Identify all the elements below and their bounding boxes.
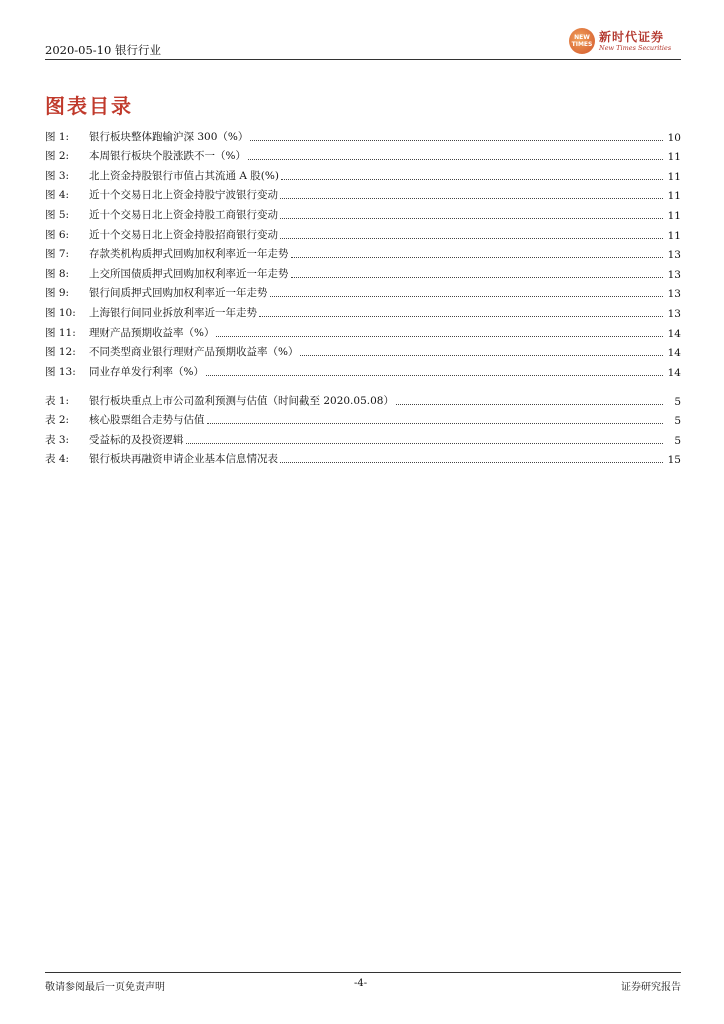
toc-entry-page: 14: [667, 347, 681, 360]
toc-entry-title: 核心股票组合走势与估值: [89, 414, 205, 427]
toc-entry-title: 不同类型商业银行理财产品预期收益率（%）: [89, 346, 299, 359]
toc-entry-title: 近十个交易日北上资金持股宁波银行变动: [89, 189, 278, 202]
toc-entry-label: 图 9:: [45, 287, 70, 300]
toc-entry-page: 11: [667, 209, 681, 222]
toc-entry-page: 13: [667, 249, 681, 262]
toc-entry-page: 5: [674, 415, 681, 428]
toc-entry-label: 图 7:: [45, 248, 70, 261]
toc-entry-label: 图 8:: [45, 267, 70, 280]
toc-leader-dots: [280, 218, 663, 219]
toc-entry-label: 图 5:: [45, 208, 70, 221]
toc-leader-dots: [396, 404, 663, 405]
toc-leader-dots: [216, 336, 663, 337]
footer-report-type: 证券研究报告: [621, 982, 681, 993]
toc-entry[interactable]: [45, 281, 681, 301]
footer-disclaimer: 敬请参阅最后一页免责声明: [45, 982, 165, 993]
toc-entry-page: 13: [667, 288, 681, 301]
toc-entry-label: 图 6:: [45, 228, 70, 241]
toc-entry[interactable]: [45, 388, 681, 408]
toc-leader-dots: [280, 462, 663, 463]
toc-entry-page: 13: [667, 307, 681, 320]
toc-entry-label: 图 10:: [45, 306, 76, 319]
toc-leader-dots: [291, 277, 664, 278]
toc-entry[interactable]: [45, 300, 681, 320]
toc-entry-label: 表 4:: [45, 453, 70, 466]
toc-leader-dots: [250, 140, 663, 141]
toc-entry-page: 10: [667, 131, 681, 144]
toc-entry[interactable]: [45, 202, 681, 222]
toc-entry-title: 近十个交易日北上资金持股工商银行变动: [89, 208, 278, 221]
toc-entry-title: 银行板块再融资申请企业基本信息情况表: [89, 453, 278, 466]
toc-entry-page: 5: [674, 434, 681, 447]
toc-entry-title: 银行板块整体跑输沪深 300（%）: [89, 130, 249, 143]
toc-entry[interactable]: [45, 447, 681, 467]
toc-entry[interactable]: [45, 242, 681, 262]
toc-entry-title: 银行间质押式回购加权利率近一年走势: [89, 287, 268, 300]
toc-entry-page: 11: [667, 151, 681, 164]
toc-entry[interactable]: [45, 408, 681, 428]
toc-entry-page: 11: [667, 170, 681, 183]
toc-entry-page: 14: [667, 366, 681, 379]
toc-entry-title: 受益标的及投资逻辑: [89, 433, 184, 446]
toc-entry-page: 11: [667, 229, 681, 242]
toc-entry-page: 13: [667, 268, 681, 281]
toc-entry-label: 表 2:: [45, 414, 70, 427]
page-title: 图表目录: [45, 94, 133, 118]
toc-leader-dots: [259, 316, 663, 317]
toc-leader-dots: [206, 375, 663, 376]
toc-entry[interactable]: [45, 222, 681, 242]
toc-leader-dots: [207, 423, 664, 424]
toc-entry-title: 同业存单发行利率（%）: [89, 365, 204, 378]
toc-entry[interactable]: [45, 163, 681, 183]
toc-leader-dots: [186, 443, 664, 444]
header-divider: [45, 59, 681, 60]
logo-name-cn: 新时代证券: [599, 30, 665, 44]
toc-leader-dots: [300, 355, 663, 356]
toc-entry-label: 表 3:: [45, 433, 70, 446]
toc-entry[interactable]: [45, 124, 681, 144]
toc-leader-dots: [270, 296, 664, 297]
footer-divider: [45, 972, 681, 973]
toc-leader-dots: [291, 257, 664, 258]
toc-entry-label: 图 1:: [45, 130, 70, 143]
toc-entry-title: 上海银行间同业拆放利率近一年走势: [89, 306, 257, 319]
toc-entry-label: 图 12:: [45, 346, 76, 359]
figure-list: [45, 124, 681, 379]
toc-entry-title: 存款类机构质押式回购加权利率近一年走势: [89, 248, 289, 261]
toc-entry-title: 上交所国债质押式回购加权利率近一年走势: [89, 267, 289, 280]
toc-entry[interactable]: [45, 427, 681, 447]
toc-entry-label: 表 1:: [45, 394, 70, 407]
toc-entry-label: 图 4:: [45, 189, 70, 202]
header-date-sector: 2020-05-10 银行行业: [45, 43, 161, 57]
toc-leader-dots: [281, 179, 663, 180]
toc-entry-title: 本周银行板块个股涨跌不一（%）: [89, 150, 246, 163]
toc-entry[interactable]: [45, 340, 681, 360]
toc-entry-label: 图 11:: [45, 326, 76, 339]
toc-entry-label: 图 2:: [45, 150, 70, 163]
toc-entry[interactable]: [45, 144, 681, 164]
toc-leader-dots: [280, 198, 663, 199]
toc-entry[interactable]: [45, 359, 681, 379]
toc-entry-label: 图 3:: [45, 169, 70, 182]
toc-entry[interactable]: [45, 261, 681, 281]
toc-entry[interactable]: [45, 183, 681, 203]
logo-name-en: New Times Securities: [599, 44, 672, 52]
toc-entry-label: 图 13:: [45, 365, 76, 378]
toc-leader-dots: [280, 238, 663, 239]
table-list: [45, 388, 681, 466]
toc-entry-title: 理财产品预期收益率（%）: [89, 326, 215, 339]
logo-badge-icon: [569, 28, 595, 54]
toc-entry-title: 北上资金持股银行市值占其流通 A 股(%): [89, 169, 279, 182]
toc-leader-dots: [248, 159, 663, 160]
logo-badge-text: NEW TIMES: [571, 34, 593, 48]
footer-page-number: -4-: [354, 978, 368, 989]
toc-entry-page: 11: [667, 190, 681, 203]
toc-entry-title: 银行板块重点上市公司盈利预测与估值（时间截至 2020.05.08）: [89, 394, 394, 407]
toc-entry-title: 近十个交易日北上资金持股招商银行变动: [89, 228, 278, 241]
toc-entry-page: 15: [667, 454, 681, 467]
toc-entry-page: 14: [667, 327, 681, 340]
company-logo: [569, 28, 681, 56]
toc-entry[interactable]: [45, 320, 681, 340]
toc-entry-page: 5: [674, 395, 681, 408]
